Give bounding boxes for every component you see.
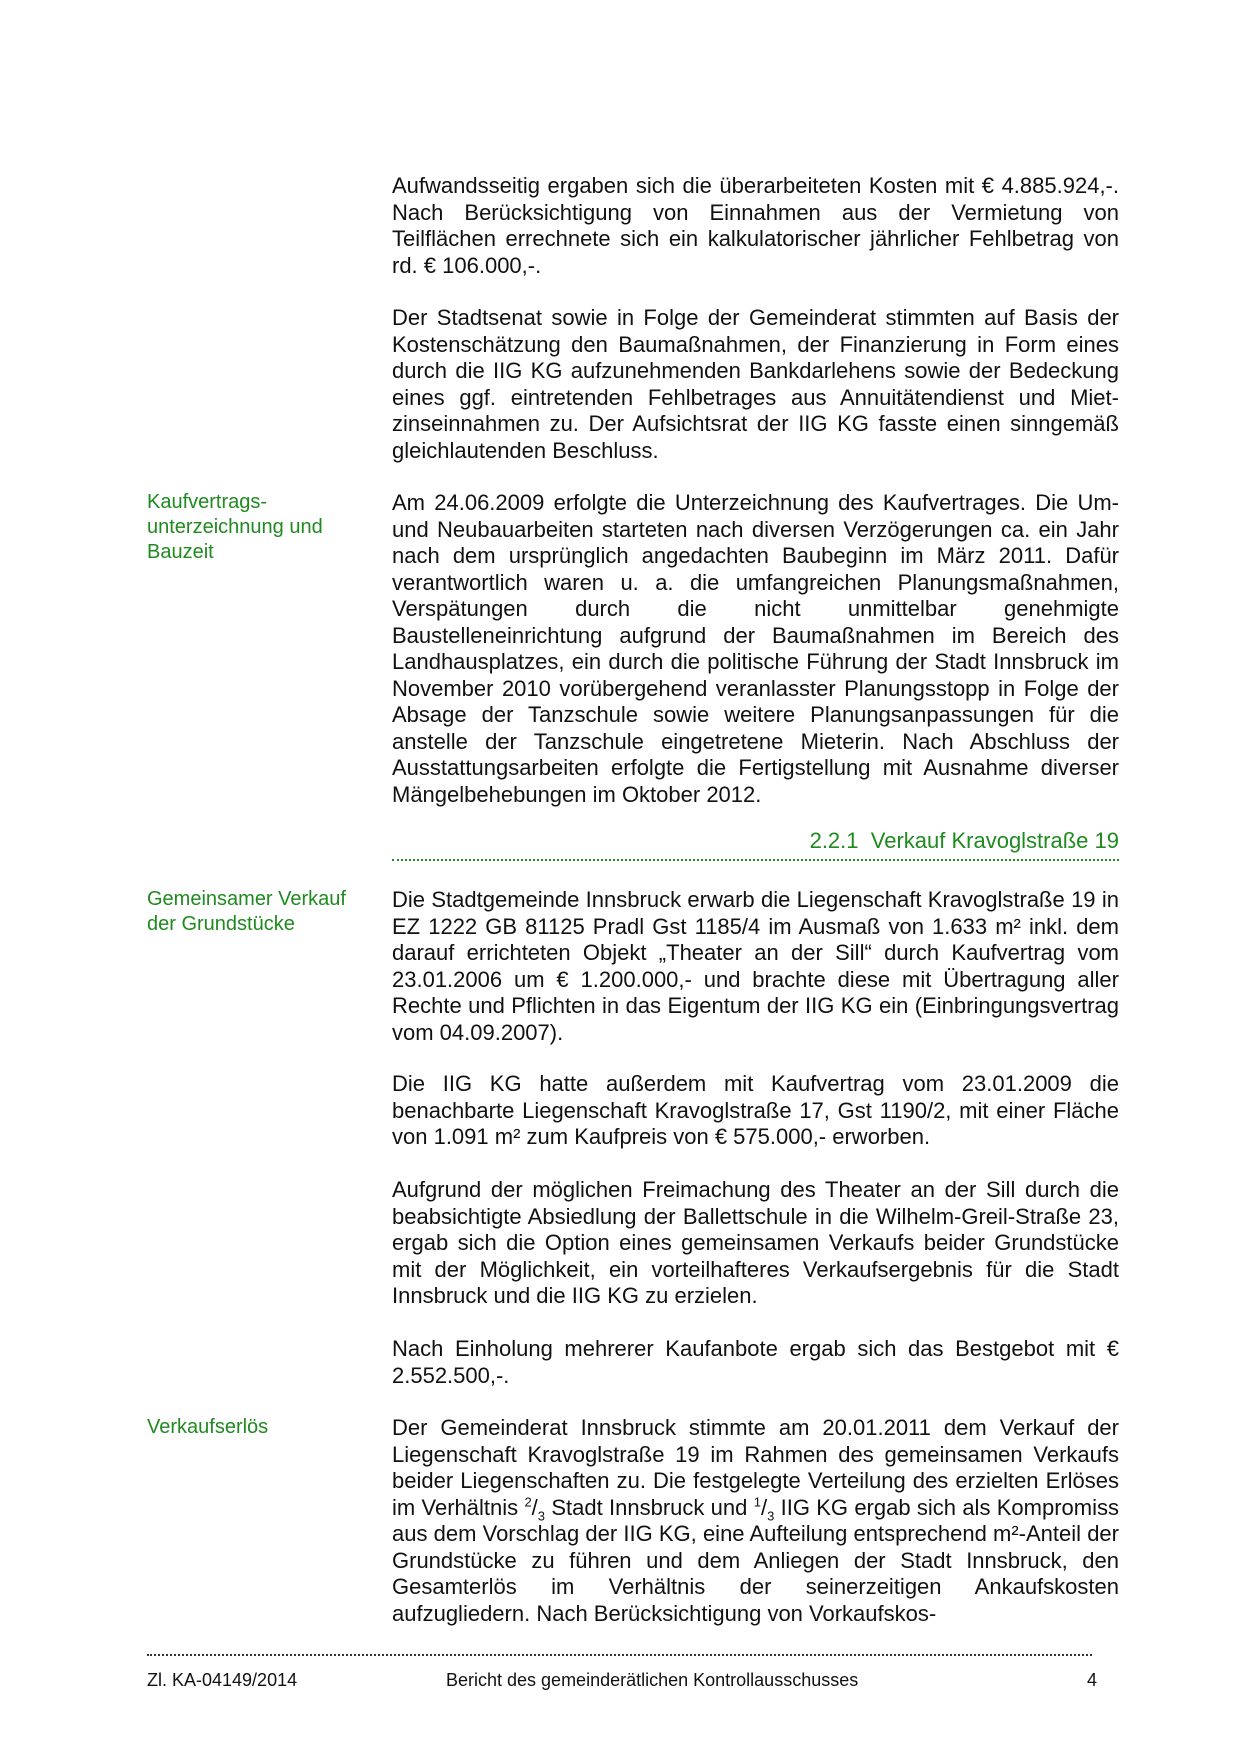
fraction-denominator: 3: [767, 1507, 775, 1523]
footer-reference: Zl. KA-04149/2014: [147, 1670, 298, 1690]
fraction-numerator: 2: [524, 1494, 532, 1510]
paragraph-text: Am 24.06.2009 erfolgte die Unterzeichnung des Kaufvertrages. Die Um- und Neubauarbeiten starteten nach diversen Verzögerungen ca. ein Jahr nach dem ursprünglich angedachten Baubeginn im März 2011. Dafür verantwortlich waren u. a. die umfangreichen Planungsmaßnahmen, Verspätungen durch die nicht unmittelbar genehmigte Baustelleneinrichtung aufgrund der Baumaßnahmen im Bereich des Landhausplatzes, ein durch die politische Führung der Stadt Innsbruck im November 2010 vorübergehend veranlasster Planungsstopp in Folge der Absage der Tanzschule sowie weitere Planungsanpassungen für die anstelle der Tanzschule eingetretene Mieterin. Nach Abschluss der Ausstattungsarbeiten erfolgte die Fertigstellung mit Ausnahme diverser Mängelbehebungen im Oktober 2012.: [392, 490, 1119, 807]
paragraph-text: Der Stadtsenat sowie in Folge der Gemeinderat stimmten auf Basis der Kostenschätzung den Baumaßnahmen, der Finanzierung in Form eines durch die IIG KG aufzunehmenden Bankdarlehens sowie der Bedeckung eines ggf. eintretenden Fehlbetrages aus Annuitätendienst und Miet-zinseinnahmen zu. Der Aufsichtsrat der IIG KG fasste einen sinngemäß gleichlautenden Beschluss.: [392, 305, 1119, 463]
sidenote-kaufvertrag: Kaufvertrags-unterzeichnung und Bauzeit: [147, 491, 323, 563]
paragraph-text: Der Gemeinderat Innsbruck stimmte am 20.01.2011 dem Verkauf der Liegenschaft Kravoglstraße 19 im Rahmen des gemeinsamen Verkaufs beider Liegenschaften zu. Die festgelegte Verteilung des erzielten Erlöses im Verhältnis $^2/_3$ Stadt Innsbruck und $^1/_3$ IIG KG ergab sich als Kompromiss aus dem Vorschlag der IIG KG, eine Aufteilung entsprechend m²-Anteil der Grundstücke zu führen und dem Anliegen der Stadt Innsbruck, den Gesamterlös im Verhältnis der seinerzeitigen Ankaufskosten aufzugliedern. Nach Berücksichtigung von Vorkaufskos-: [392, 1415, 1119, 1626]
paragraph-council-decision: [392, 305, 1119, 464]
paragraph-costs: [392, 173, 1119, 279]
paragraph-text: Aufwandsseitig ergaben sich die überarbeiteten Kosten mit € 4.885.924,-. Nach Berücksichtigung von Einnahmen aus der Vermietung von Teilflächen errechnete sich ein kalkulatorischer jährlicher Fehlbetrag von rd. € 106.000,-.: [392, 173, 1119, 278]
section-title: Verkauf Kravoglstraße 19: [870, 828, 1119, 853]
fraction-numerator: 1: [753, 1494, 761, 1510]
paragraph-best-offer: [392, 1336, 1119, 1389]
paragraph-joint-sale-option: [392, 1177, 1119, 1310]
paragraph-property-purchase: [392, 887, 1119, 1046]
footer-report-title: Bericht des gemeinderätlichen Kontrollausschusses: [446, 1670, 859, 1690]
footer-divider: [147, 1654, 1092, 1656]
section-heading: [392, 828, 1119, 854]
paragraph-text: Aufgrund der möglichen Freimachung des Theater an der Sill durch die beabsichtigte Absiedlung der Ballettschule in die Wilhelm-Greil-Straße 23, ergab sich die Option eines gemeinsamen Verkaufs beider Grundstücke mit der Möglichkeit, ein vorteilhafteres Verkaufsergebnis für die Stadt Innsbruck und die IIG KG zu erzielen.: [392, 1177, 1119, 1308]
sidenote-gemeinsamer-verkauf: Gemeinsamer Verkauf der Grundstücke: [147, 888, 346, 935]
paragraph-text: Die IIG KG hatte außerdem mit Kaufvertrag vom 23.01.2009 die benachbarte Liegenschaft Kravoglstraße 17, Gst 1190/2, mit einer Fläche von 1.091 m² zum Kaufpreis von € 575.000,- erworben.: [392, 1071, 1119, 1149]
paragraph-text: Nach Einholung mehrerer Kaufanbote ergab sich das Bestgebot mit € 2.552.500,-.: [392, 1336, 1119, 1388]
page-number: 4: [1087, 1670, 1098, 1690]
sidenote-verkaufserloes: Verkaufserlös: [147, 1416, 269, 1438]
section-divider: [392, 859, 1119, 861]
paragraph-neighbour-property: [392, 1071, 1119, 1151]
fraction-slash: /: [760, 1494, 768, 1520]
paragraph-construction-time: [392, 490, 1119, 808]
fraction-slash: /: [531, 1494, 538, 1520]
paragraph-sale-proceeds: [392, 1415, 1119, 1627]
section-number: 2.2.1: [809, 828, 859, 853]
fraction-denominator: 3: [537, 1507, 546, 1523]
paragraph-text: Die Stadtgemeinde Innsbruck erwarb die Liegenschaft Kravoglstraße 19 in EZ 1222 GB 81125 Pradl Gst 1185/4 im Ausmaß von 1.633 m² inkl. dem darauf errichteten Objekt „Theater an der Sill“ durch Kaufvertrag vom 23.01.2006 um € 1.200.000,- und brachte diese mit Übertragung aller Rechte und Pflichten in das Eigentum der IIG KG ein (Einbringungsvertrag vom 04.09.2007).: [392, 887, 1119, 1045]
